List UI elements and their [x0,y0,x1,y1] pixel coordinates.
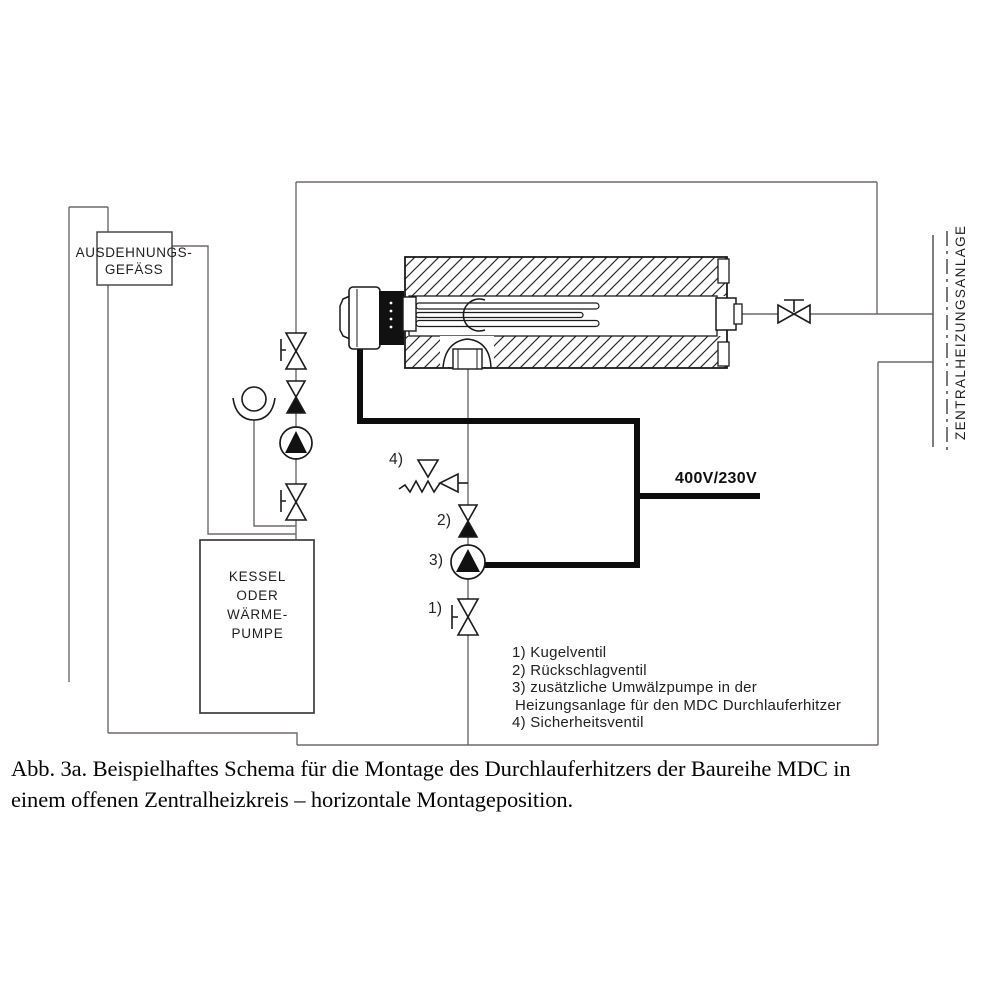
figure-caption-line2: einem offenen Zentralheizkreis – horizontale Montageposition. [11,787,574,812]
ball-valve-riser-bottom [281,484,306,520]
expansion-vessel-label-line2: GEFÄSS [104,262,164,277]
circulation-pump-heater [451,545,485,579]
valve-handle [281,339,286,361]
funnel-bowl [233,398,275,420]
ball-valve-inlet [452,599,478,635]
flow-heater [340,257,742,369]
outlet-fitting [716,259,742,366]
expansion-vessel-label-line1: AUSDEHNUNGS- [75,245,193,260]
item-1-marker: 1) [428,600,443,617]
safety-valve-spring [399,481,440,492]
item-3-marker: 3) [429,552,444,569]
head-coupling [403,297,416,331]
discharge-funnel [233,387,275,420]
figure-caption [11,753,989,815]
central-heating-boundary [933,231,947,455]
boiler-label-line2: ODER [236,588,279,603]
check-valve-riser [287,381,305,413]
legend-line-4: Heizungsanlage für den MDC Durchlauferhitzer [515,696,842,714]
legend-line-5: 4) Sicherheitsventil [512,714,644,732]
safety-valve [399,460,468,492]
boiler-label-line3: WÄRME- [226,607,289,622]
boiler-label-line4: PUMPE [231,626,284,641]
check-valve-inlet [459,505,477,537]
ball-valve-riser-top [281,333,306,369]
head-cap [349,287,380,349]
funnel-outlet-circle [242,387,266,411]
legend-line-2: 2) Rückschlagventil [512,661,647,679]
expansion-vessel-label [64,244,204,278]
valve-handle [281,490,286,512]
figure-caption-line1: Abb. 3a. Beispielhaftes Schema für die Montage des Durchlauferhitzers der Baureihe MDC in [11,756,851,781]
item-4-marker: 4) [389,451,404,468]
power-supply-label: 400V/230V [675,470,757,487]
central-heating-label: ZENTRALHEIZUNGSANLAGE [953,224,968,440]
boiler-label-line1: KESSEL [228,569,287,584]
circulation-pump-riser [280,427,312,459]
inlet-fitting [440,336,494,369]
boiler-return-pipe [108,733,297,745]
valve-handle [452,605,458,629]
ball-valve-supply [778,300,810,323]
legend-line-1: 1) Kugelventil [512,644,607,661]
power-cabling [360,344,760,565]
item-2-marker: 2) [437,512,452,529]
heating-elements [416,299,599,331]
legend-line-3: 3) zusätzliche Umwälzpumpe in der [512,679,758,697]
expansion-branch-pipe [172,246,296,534]
boiler-riser-fittings [280,333,312,520]
heater-shell-top [405,257,727,296]
boiler-label [201,567,314,643]
legend [512,644,882,732]
